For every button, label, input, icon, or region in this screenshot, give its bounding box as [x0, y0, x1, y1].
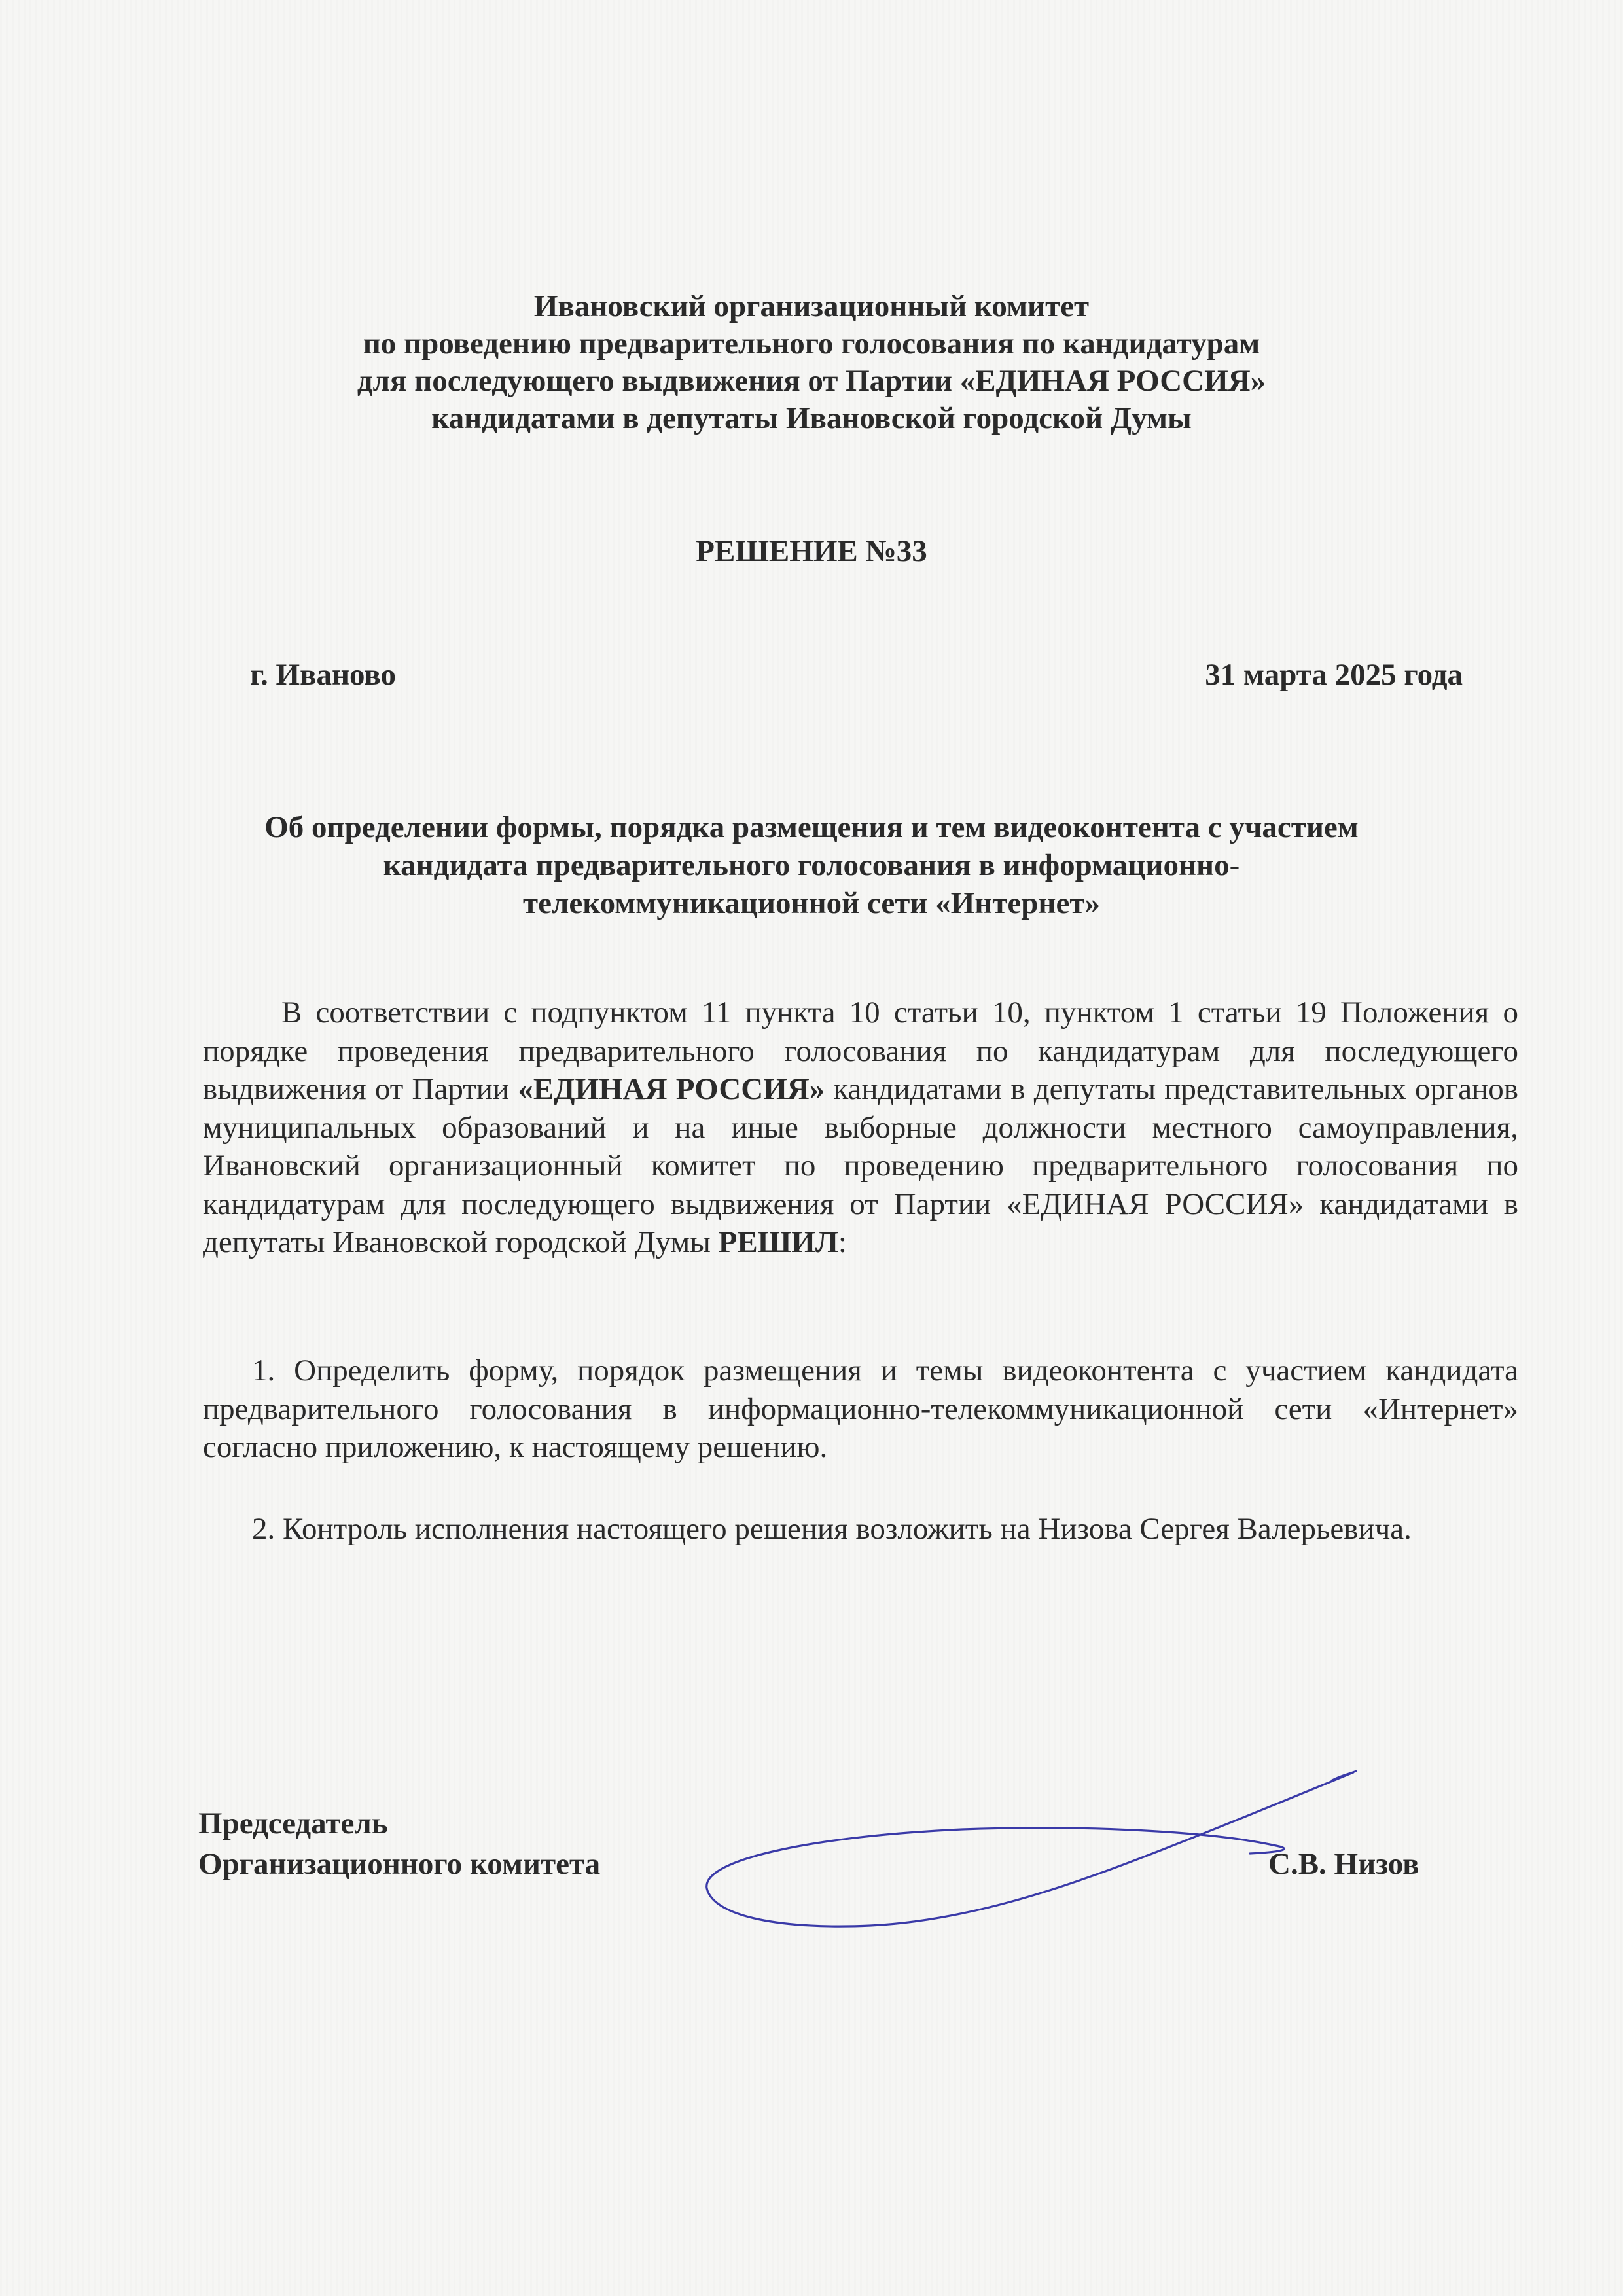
- signatory-role-line-1: Председатель: [198, 1806, 388, 1840]
- item-2-text: Контроль исполнения настоящего решения возложить на Низова Сергея Валерьевича.: [283, 1512, 1412, 1546]
- decision-item-2: [203, 1510, 1518, 1549]
- resolved-word: РЕШИЛ: [718, 1225, 838, 1259]
- item-1-number: 1.: [252, 1354, 294, 1388]
- subject-line-1: Об определении формы, порядка размещения и тем видеоконтента с участием: [264, 810, 1359, 844]
- header-line-3: для последующего выдвижения от Партии «ЕДИНАЯ РОССИЯ»: [357, 364, 1266, 398]
- decision-item-1: [203, 1352, 1518, 1467]
- header-line-2: по проведению предварительного голосования по кандидатурам: [363, 327, 1260, 361]
- preamble-end: :: [838, 1225, 847, 1259]
- subject-line-3: телекоммуникационной сети «Интернет»: [523, 886, 1100, 920]
- signatory-role: [198, 1803, 600, 1884]
- header-line-4: кандидатами в депутаты Ивановской городской Думы: [431, 401, 1192, 435]
- item-1-text: Определить форму, порядок размещения и темы видеоконтента с участием кандидата предварительного голосования в информационно-телекоммуникационной сети «Интернет» согласно приложению, к настоящему решению.: [203, 1354, 1519, 1464]
- decision-title: РЕШЕНИЕ №33: [696, 534, 927, 568]
- subject-line-2: кандидата предварительного голосования в информационно-: [383, 848, 1240, 882]
- item-2-number: 2.: [252, 1512, 283, 1546]
- preamble-text-2: кандидатами в депутаты представительных органов муниципальных образований и на иные выборные должности местного самоуправления, Ивановский организационный комитет по проведению предварительного голосования по кандидатурам для последующего выдвижения от Партии «ЕДИНАЯ РОССИЯ» кандидатами в депутаты Ивановской городской Думы: [203, 1072, 1518, 1259]
- decision-city: г. Иваново: [250, 658, 396, 692]
- committee-header: [196, 288, 1427, 437]
- signatory-name: С.В. Низов: [1268, 1847, 1419, 1881]
- decision-subject: [196, 808, 1427, 922]
- preamble-paragraph: [203, 994, 1518, 1262]
- header-line-1: Ивановский организационный комитет: [533, 289, 1090, 323]
- preamble-text-1: В соответствии с подпунктом 11 пункта 10 статьи 10, пунктом 1 статьи 19 Положения о порядке проведения предварительного голосования по кандидатурам для последующего выдвижения от Партии: [203, 996, 1518, 1106]
- party-name-bold: «ЕДИНАЯ РОССИЯ»: [518, 1072, 825, 1106]
- signature-stroke-accent: [1332, 1771, 1356, 1780]
- decision-date: 31 марта 2025 года: [1205, 658, 1463, 692]
- signatory-role-line-2: Организационного комитета: [198, 1847, 601, 1881]
- signature-stroke: [707, 1772, 1353, 1926]
